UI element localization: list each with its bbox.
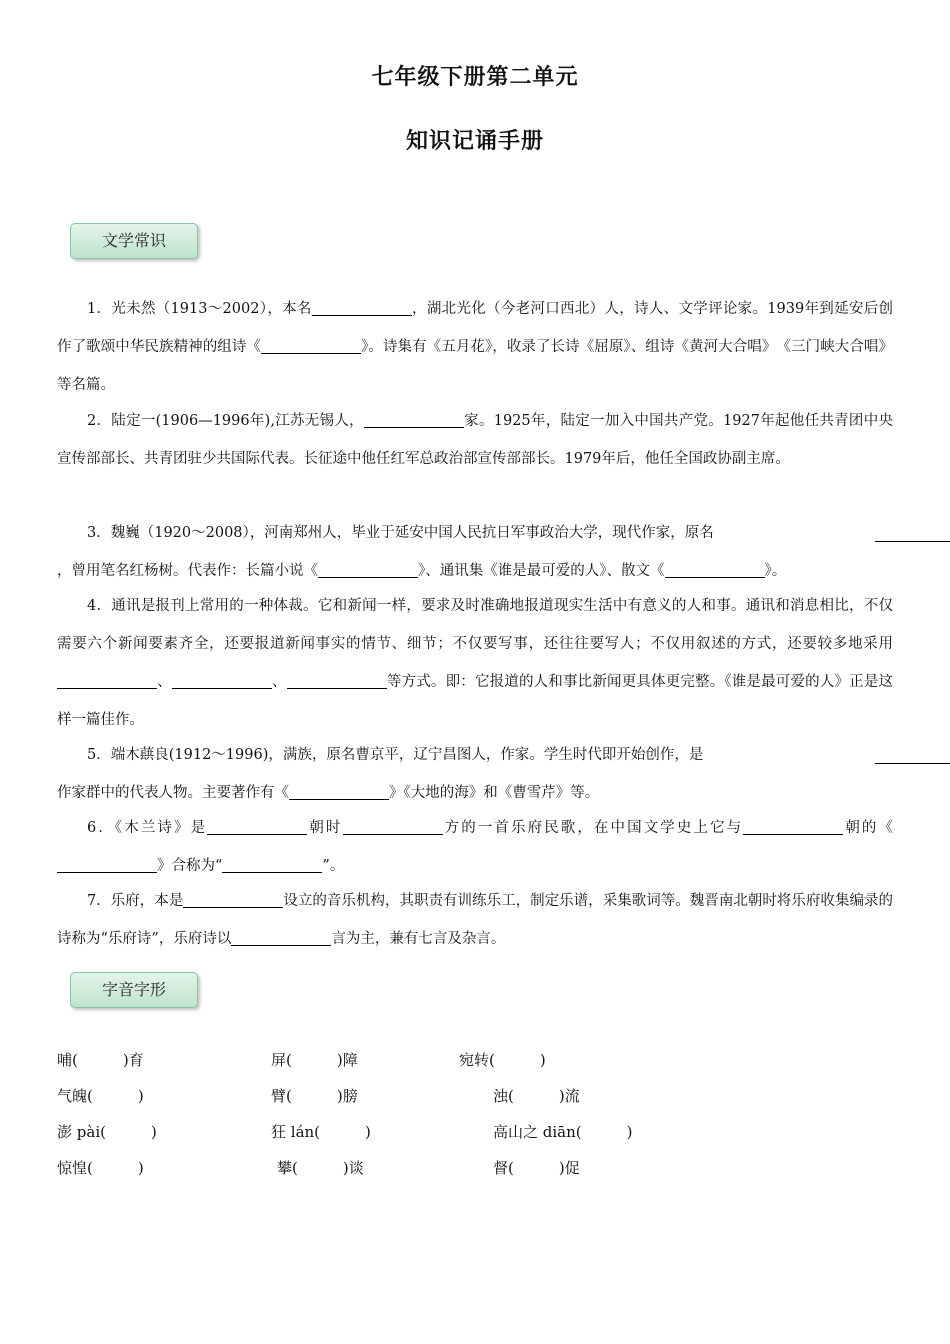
text: 家。1925年，陆定一加入中国共产党。1927年起他任共青团中央宣传部部长、共青团驻少共国际代表。长征途中他任红军总政治部宣传部部长。1979年后，他任全国政协副主席。 — [57, 413, 893, 467]
text: 》。诗集有《五月花》，收录了长诗《屈原》、组诗《黄河大合唱》 《三门峡大合唱》等名篇。 — [57, 339, 894, 393]
text: 光未然（1913～2002），本名 — [111, 301, 312, 317]
fill-blank[interactable] — [875, 541, 950, 542]
phonetic-item[interactable]: 督( )促 — [493, 1159, 580, 1177]
paragraph-5-line-1 — [87, 736, 703, 774]
phonetic-item[interactable]: 哺( )育 — [57, 1051, 144, 1069]
item-number: 6． — [87, 820, 115, 836]
phonetic-item[interactable]: 狂 lán( ) — [271, 1123, 371, 1141]
phonetic-item[interactable]: 气魄( ) — [57, 1087, 144, 1105]
paragraph-1 — [57, 290, 893, 404]
text: 朝的《 — [843, 820, 894, 836]
item-number: 5． — [87, 747, 111, 763]
fill-blank[interactable] — [312, 299, 412, 316]
item-number: 4． — [87, 598, 112, 614]
section-badge-literature: 文学常识 — [70, 223, 198, 259]
phonetic-item[interactable]: 澎 pài( ) — [57, 1123, 157, 1141]
fill-blank[interactable] — [183, 891, 283, 908]
section-badge-pronunciation: 字音字形 — [70, 972, 198, 1008]
paragraph-3-line-1 — [87, 514, 714, 552]
page-title: 七年级下册第二单元 — [371, 65, 579, 90]
text: ”。 — [322, 858, 345, 874]
text: ，湖北光化（今老河口西北）人，诗人、文学评论家。1939年到延安后创作了歌颂中华民族精神的组诗《 — [57, 301, 894, 355]
fill-blank[interactable] — [343, 818, 443, 835]
text: ，曾用笔名红杨树。代表作：长篇小说《 — [57, 563, 318, 579]
text: 》。 — [764, 563, 787, 579]
text: 乐府，本是 — [110, 893, 184, 909]
fill-blank[interactable] — [289, 783, 389, 800]
paragraph-2 — [57, 402, 893, 478]
phonetic-item[interactable]: 宛转( ) — [459, 1051, 546, 1069]
item-number: 3． — [87, 525, 111, 541]
text: 作家群中的代表人物。主要著作有《 — [57, 785, 289, 801]
fill-blank[interactable] — [231, 929, 331, 946]
fill-blank[interactable] — [665, 561, 765, 578]
text: 言为主，兼有七言及杂言。 — [331, 931, 506, 947]
paragraph-6 — [57, 809, 893, 885]
phonetic-item[interactable]: 屏( )障 — [271, 1051, 358, 1069]
fill-blank[interactable] — [743, 818, 843, 835]
text: 》、通讯集《谁是最可爱的人》、散文《 — [418, 563, 665, 579]
phonetic-item[interactable]: 惊惶( ) — [57, 1159, 144, 1177]
fill-blank[interactable] — [287, 672, 387, 689]
item-number: 2． — [87, 413, 112, 429]
text: 、 — [271, 674, 287, 690]
text: 魏巍（1920～2008），河南郑州人，毕业于延安中国人民抗日军事政治大学，现代作家，原名 — [110, 525, 714, 541]
phonetic-item[interactable]: 臂( )膀 — [271, 1087, 358, 1105]
text: 设立的音乐机构，其职责有训练乐工，制定乐谱，采集歌词等。魏晋南北朝时将乐府收集编录的诗称为“乐府诗”，乐府诗以 — [57, 893, 893, 947]
fill-blank[interactable] — [57, 856, 157, 873]
text: 陆定一(1906—1996年),江苏无锡人， — [111, 413, 364, 429]
phonetic-item[interactable]: 攀( )谈 — [277, 1159, 364, 1177]
paragraph-5-line-2 — [57, 774, 893, 812]
fill-blank[interactable] — [318, 561, 418, 578]
text: 》《大地的海》和《曹雪芹》等。 — [389, 785, 600, 801]
text: 朝时 — [307, 820, 343, 836]
text: 》合称为“ — [157, 858, 223, 874]
page-subtitle: 知识记诵手册 — [405, 129, 544, 154]
paragraph-7 — [57, 882, 893, 958]
fill-blank[interactable] — [207, 818, 307, 835]
fill-blank[interactable] — [875, 763, 950, 764]
text: 等方式。即：它报道的人和事比新闻更具体更完整。《谁是最可爱的人》正是这样一篇佳作。 — [57, 674, 894, 728]
phonetic-item[interactable]: 浊( )流 — [493, 1087, 580, 1105]
fill-blank[interactable] — [172, 672, 272, 689]
fill-blank[interactable] — [57, 672, 157, 689]
fill-blank[interactable] — [364, 411, 464, 428]
fill-blank[interactable] — [222, 856, 322, 873]
text: 、 — [157, 674, 172, 690]
phonetic-item[interactable]: 高山之 diān( ) — [493, 1123, 633, 1141]
paragraph-4 — [57, 587, 893, 739]
item-number: 7． — [87, 893, 111, 909]
text: 端木蕻良(1912～1996)，满族，原名曹京平，辽宁昌图人，作家。学生时代即开始创作，是 — [110, 747, 704, 763]
text: 《木兰诗》是 — [114, 820, 208, 836]
item-number: 1． — [87, 301, 112, 317]
paragraph-3-line-2 — [57, 552, 893, 590]
text: 通讯是报刊上常用的一种体裁。它和新闻一样，要求及时准确地报道现实生活中有意义的人和事。通讯和消息相比，不仅需要六个新闻要素齐全，还要报道新闻事实的情节、细节；不仅要写事，还往往要写人；不仅用叙述的方式，还要较多地采用 — [57, 598, 894, 652]
text: 方的一首乐府民歌，在中国文学史上它与 — [442, 820, 744, 836]
fill-blank[interactable] — [261, 337, 361, 354]
